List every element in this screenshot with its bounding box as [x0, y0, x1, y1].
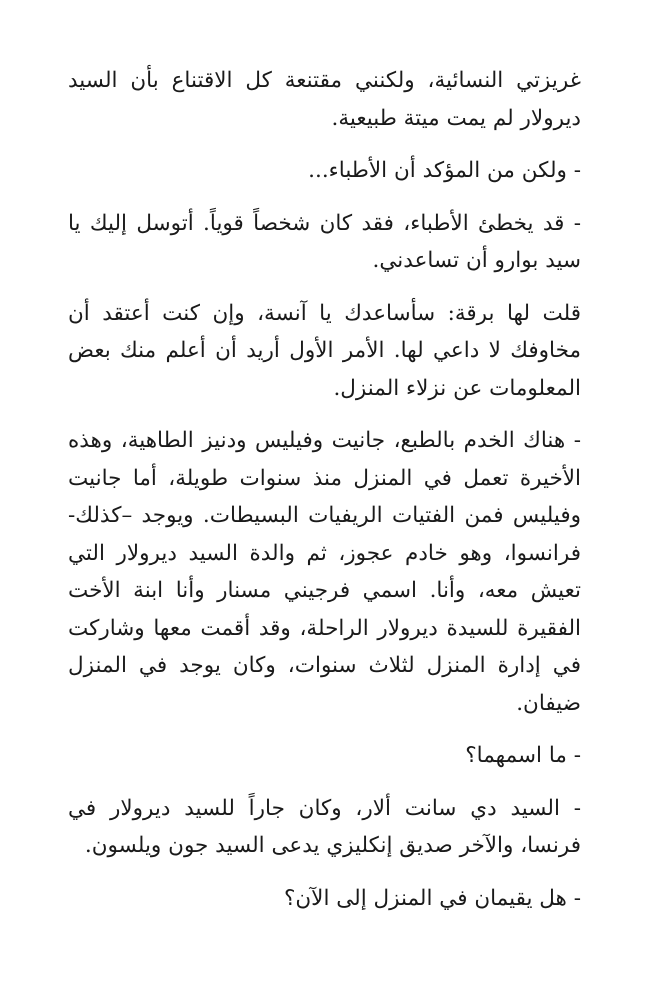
paragraph-8: - هل يقيمان في المنزل إلى الآن؟ [283, 885, 581, 911]
paragraph-3: - قد يخطئ الأطباء، فقد كان شخصاً قوياً. أتوسل إليك يا سيد بوارو أن تساعدني. [68, 210, 581, 273]
paragraph-1: غريزتي النسائية، ولكنني مقتنعة كل الاقتناع بأن السيد ديرولار لم يمت ميتة طبيعية. [68, 68, 581, 131]
paragraph-7: - السيد دي سانت ألار، وكان جاراً للسيد ديرولار في فرنسا، والآخر صديق إنكليزي يدعى السيد جون ويلسون. [68, 795, 581, 858]
paragraph-2: - ولكن من المؤكد أن الأطباء... [308, 158, 581, 183]
paragraph-4: قلت لها برقة: سأساعدك يا آنسة، وإن كنت أعتقد أن مخاوفك لا داعي لها. الأمر الأول أريد أن أعلم منك بعض المعلومات عن نزلاء المنزل. [68, 300, 581, 401]
paragraph-6: - ما اسمهما؟ [465, 743, 581, 768]
paragraph-5: - هناك الخدم بالطبع، جانيت وفيليس ودنيز الطاهية، وهذه الأخيرة تعمل في المنزل منذ سنوات طويلة، أما جانيت وفيليس فمن الفتيات الريفيات البسيطات. ويوجد –كذلك- فرانسوا، وهو خادم عجوز، ثم والدة السيد ديرولار التي تعيش معه، وأنا. اسمي فرجيني مسنار وأنا ابنة الأخت الفقيرة للسيدة ديرولار الراحلة، وقد أقمت معها وشاركت في إدارة المنزل لثلاث سنوات، وكان يوجد في المنزل ضيفان. [68, 428, 581, 716]
